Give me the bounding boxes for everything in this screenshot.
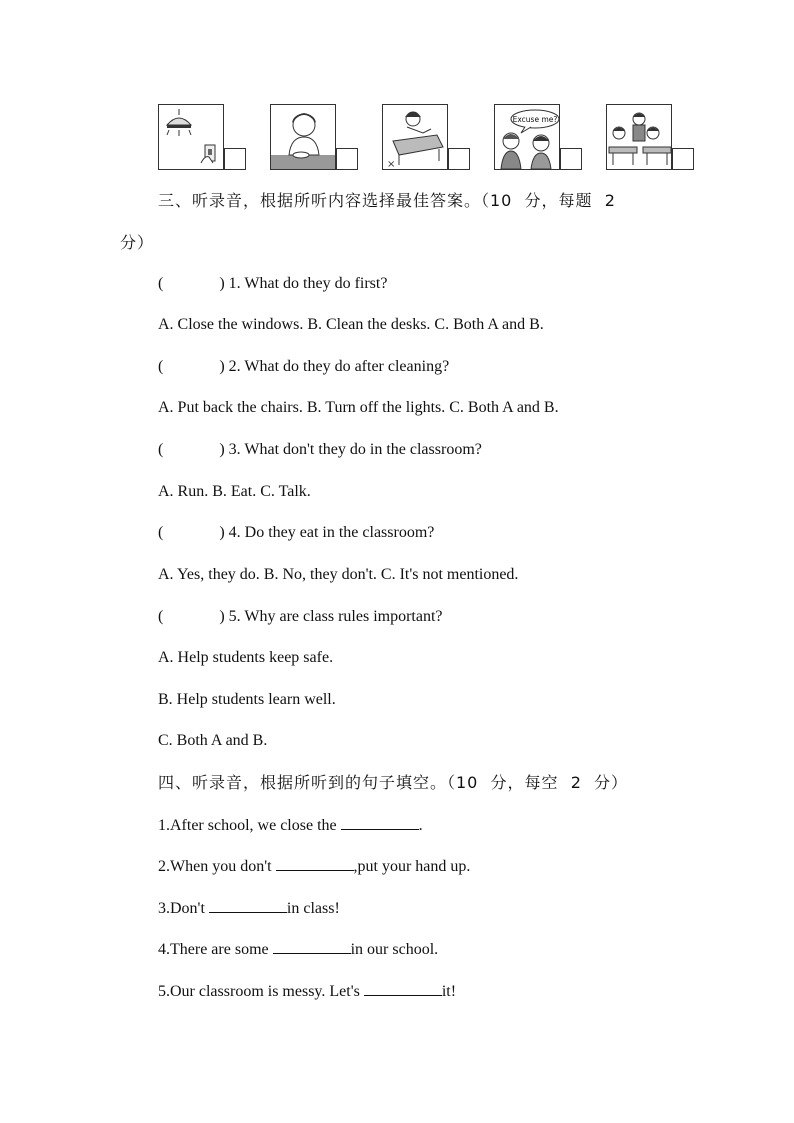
answer-box-5[interactable] [672,148,694,170]
question-2: ( ) 2. What do they do after cleaning? [158,358,450,375]
ceiling-light-icon [159,105,224,170]
question-3-options: A. Run. B. Eat. C. Talk. [158,483,311,500]
fill-sentence-2: 2.When you don't ,put your hand up. [158,858,471,875]
question-4: ( ) 4. Do they eat in the classroom? [158,524,435,541]
section3-title: 三、听录音，根据所听内容选择最佳答案。（10 分，每题 2 [158,191,616,210]
classroom-students-icon [607,105,672,170]
fill-blank-5[interactable] [364,981,442,996]
students-in-class-picture [606,104,672,170]
fill-blank-3[interactable] [209,898,287,913]
speech-bubble-icon [495,105,560,170]
fill-sentence-5: 5.Our classroom is messy. Let's it! [158,983,457,1000]
question-5: ( ) 5. Why are class rules important? [158,608,443,625]
fill-blank-1[interactable] [341,815,419,830]
answer-box-2[interactable] [336,148,358,170]
question-4-options: A. Yes, they do. B. No, they don't. C. It's not mentioned. [158,566,519,583]
section3-title-cont: 分） [120,233,155,252]
question-1: ( ) 1. What do they do first? [158,275,388,292]
svg-text:×: × [387,159,396,170]
girl-at-desk-picture [382,104,448,170]
girl-desk-icon [383,105,448,170]
picture-row [158,104,698,174]
girl-cleaning-desk-picture [270,104,336,170]
ceiling-light-switch-picture [158,104,224,170]
question-5-option-b: B. Help students learn well. [158,691,336,708]
section4-title: 四、听录音，根据所听到的句子填空。（10 分，每空 2 分） [158,773,629,792]
kids-excuse-me-picture [494,104,560,170]
question-1-options: A. Close the windows. B. Clean the desks. C. Both A and B. [158,316,544,333]
question-2-options: A. Put back the chairs. B. Turn off the lights. C. Both A and B. [158,399,559,416]
question-5-option-a: A. Help students keep safe. [158,649,334,666]
fill-blank-2[interactable] [276,856,354,871]
fill-blank-4[interactable] [273,939,351,954]
answer-box-3[interactable] [448,148,470,170]
question-3: ( ) 3. What don't they do in the classroom? [158,441,482,458]
fill-sentence-3: 3.Don't in class! [158,900,340,917]
fill-sentence-1: 1.After school, we close the . [158,817,423,834]
speech-bubble-text: Excuse me? [512,115,558,124]
question-5-option-c: C. Both A and B. [158,732,268,749]
fill-sentence-4: 4.There are some in our school. [158,941,439,958]
answer-box-4[interactable] [560,148,582,170]
answer-box-1[interactable] [224,148,246,170]
girl-cleaning-icon [271,105,336,170]
